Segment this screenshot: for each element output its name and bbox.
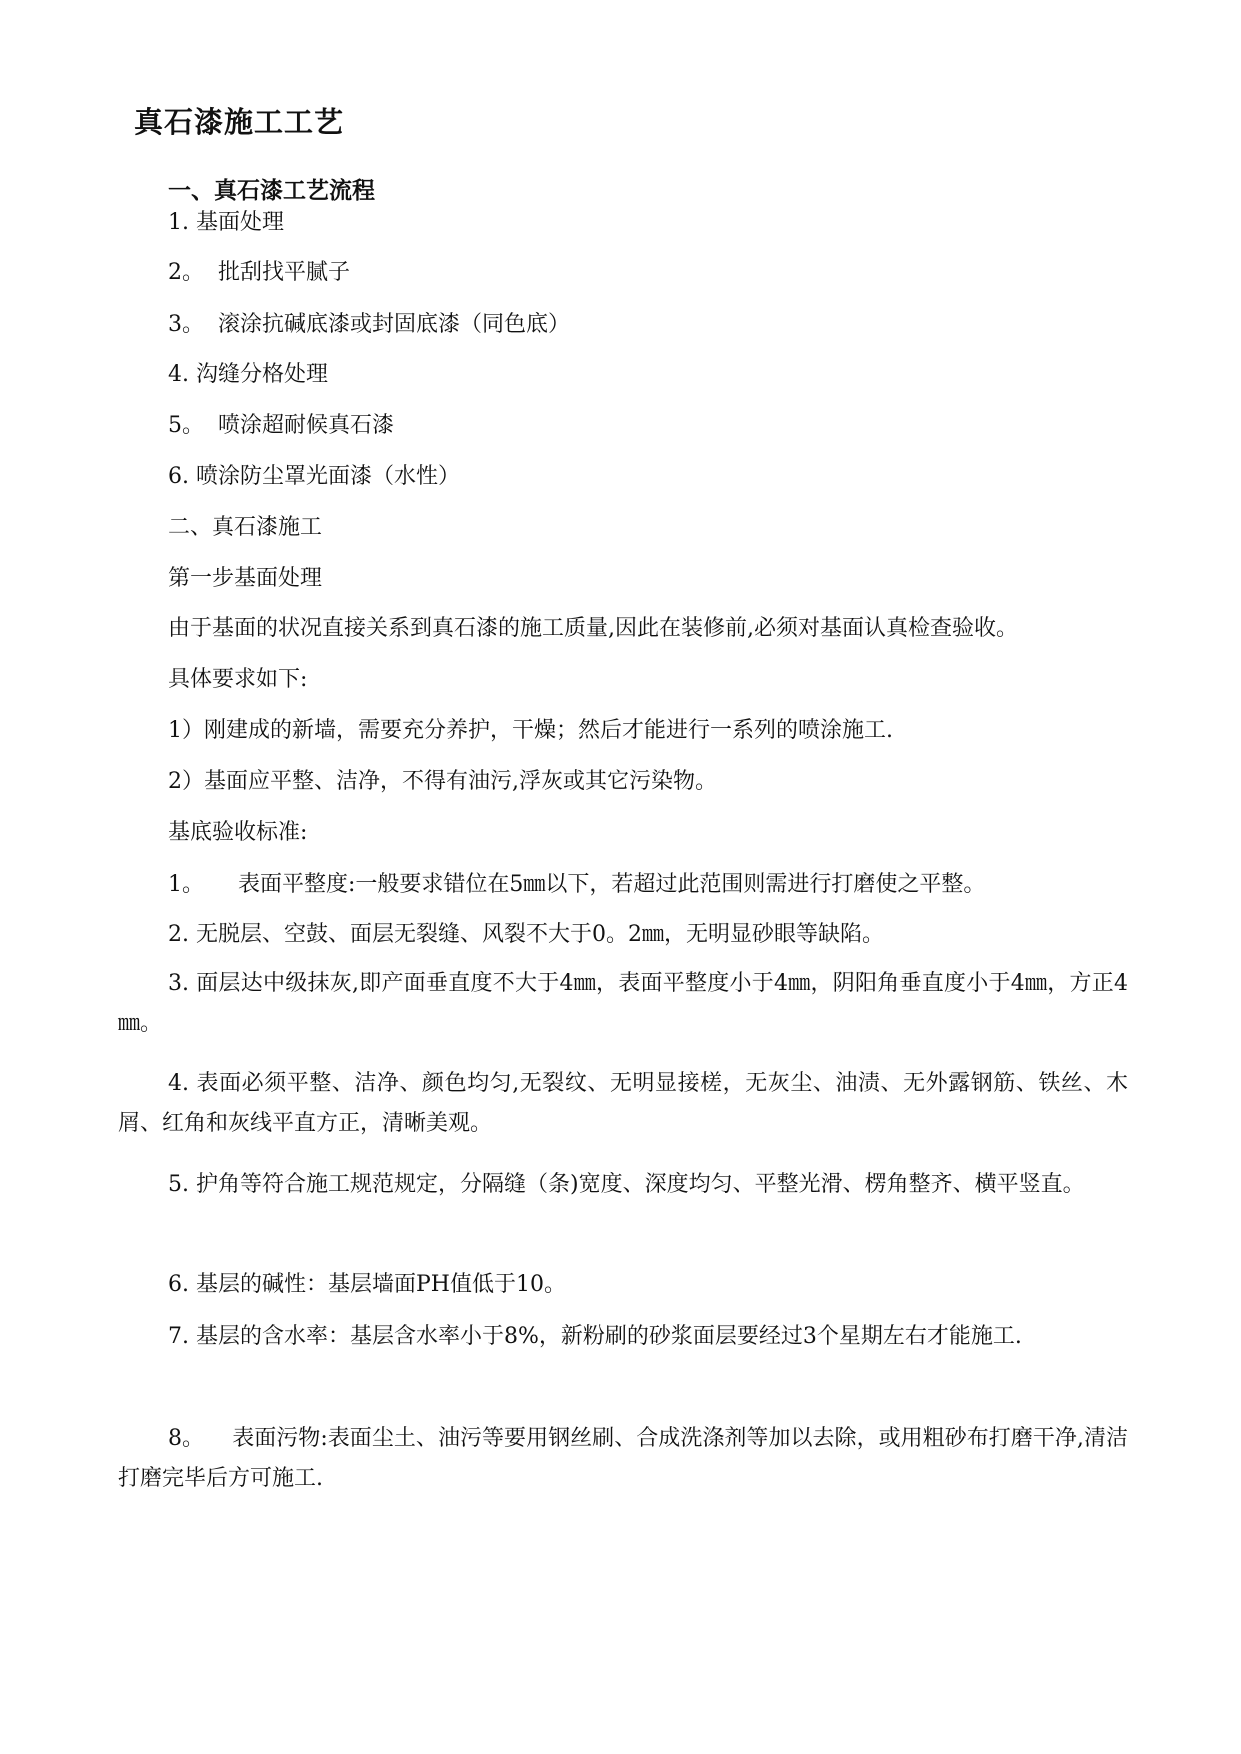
process-step bbox=[168, 310, 570, 340]
process-step bbox=[168, 360, 328, 390]
standard-item bbox=[118, 964, 1128, 1044]
step-text: 基面处理 bbox=[196, 210, 285, 235]
section-heading-construction: 二、真石漆施工 bbox=[168, 515, 323, 540]
standard-text: 无脱层、空鼓、面层无裂缝、风裂不大于0。2㎜，无明显砂眼等缺陷。 bbox=[196, 922, 884, 947]
standard-number: 2. bbox=[168, 922, 189, 947]
standard-number: 8。 bbox=[168, 1426, 205, 1451]
step-number: 4. bbox=[168, 362, 189, 387]
standard-number: 1。 bbox=[168, 872, 204, 897]
standard-item bbox=[168, 920, 884, 950]
step-text: 批刮找平腻子 bbox=[218, 260, 351, 285]
step-number: 5。 bbox=[168, 413, 204, 438]
process-step bbox=[168, 462, 460, 492]
process-step bbox=[168, 208, 284, 238]
standard-item bbox=[118, 1419, 1128, 1499]
requirements-heading: 具体要求如下: bbox=[168, 667, 308, 692]
standard-item bbox=[118, 1165, 1128, 1205]
standard-text: 表面必须平整、洁净、颜色均匀,无裂纹、无明显接槎，无灰尘、油渍、无外露钢筋、铁丝、木屑、红角和灰线平直方正，清晰美观。 bbox=[118, 1071, 1128, 1136]
document-title: 真石漆施工工艺 bbox=[134, 105, 345, 139]
step-number: 1. bbox=[168, 210, 189, 235]
section-heading-process: 一、真石漆工艺流程 bbox=[168, 177, 375, 204]
standards-heading: 基底验收标准: bbox=[168, 820, 308, 845]
standard-number: 7. bbox=[168, 1324, 189, 1349]
step-text: 喷涂防尘罩光面漆（水性） bbox=[196, 464, 461, 489]
process-step bbox=[168, 411, 394, 441]
standard-text: 基层的碱性：基层墙面PH值低于10。 bbox=[196, 1272, 566, 1297]
step-number: 2。 bbox=[168, 260, 204, 285]
intro-paragraph: 由于基面的状况直接关系到真石漆的施工质量,因此在装修前,必须对基面认真检查验收。 bbox=[168, 616, 1018, 641]
standard-number: 6. bbox=[168, 1272, 189, 1297]
standard-text: 护角等符合施工规范规定，分隔缝（条)宽度、深度均匀、平整光滑、楞角整齐、横平竖直。 bbox=[196, 1172, 1085, 1197]
step-text: 滚涂抗碱底漆或封固底漆（同色底） bbox=[218, 312, 571, 337]
step-text: 喷涂超耐候真石漆 bbox=[218, 413, 395, 438]
standard-number: 4. bbox=[168, 1071, 189, 1096]
requirement-item: 2）基面应平整、洁净，不得有油污,浮灰或其它污染物。 bbox=[168, 769, 717, 794]
standard-number: 3. bbox=[168, 971, 189, 996]
standard-number: 5. bbox=[168, 1172, 189, 1197]
standard-item bbox=[168, 1270, 566, 1300]
standard-text: 面层达中级抹灰,即产面垂直度不大于4㎜，表面平整度小于4㎜，阴阳角垂直度小于4㎜，方正4㎜。 bbox=[118, 971, 1128, 1036]
step-heading-base-treatment: 第一步基面处理 bbox=[168, 566, 323, 591]
standard-item bbox=[168, 870, 985, 900]
step-number: 6. bbox=[168, 464, 189, 489]
requirement-item: 1）刚建成的新墙，需要充分养护，干燥；然后才能进行一系列的喷涂施工. bbox=[168, 718, 893, 743]
step-number: 3。 bbox=[168, 312, 204, 337]
standard-item bbox=[118, 1317, 1128, 1357]
process-step bbox=[168, 258, 350, 288]
standard-item bbox=[118, 1064, 1128, 1144]
step-text: 沟缝分格处理 bbox=[196, 362, 329, 387]
standard-text: 表面污物:表面尘土、油污等要用钢丝刷、合成洗涤剂等加以去除，或用粗砂布打磨干净,清洁打磨完毕后方可施工. bbox=[118, 1426, 1128, 1491]
standard-text: 表面平整度:一般要求错位在5㎜以下，若超过此范围则需进行打磨使之平整。 bbox=[238, 872, 986, 897]
standard-text: 基层的含水率：基层含水率小于8%，新粉刷的砂浆面层要经过3个星期左右才能施工. bbox=[196, 1324, 1022, 1349]
